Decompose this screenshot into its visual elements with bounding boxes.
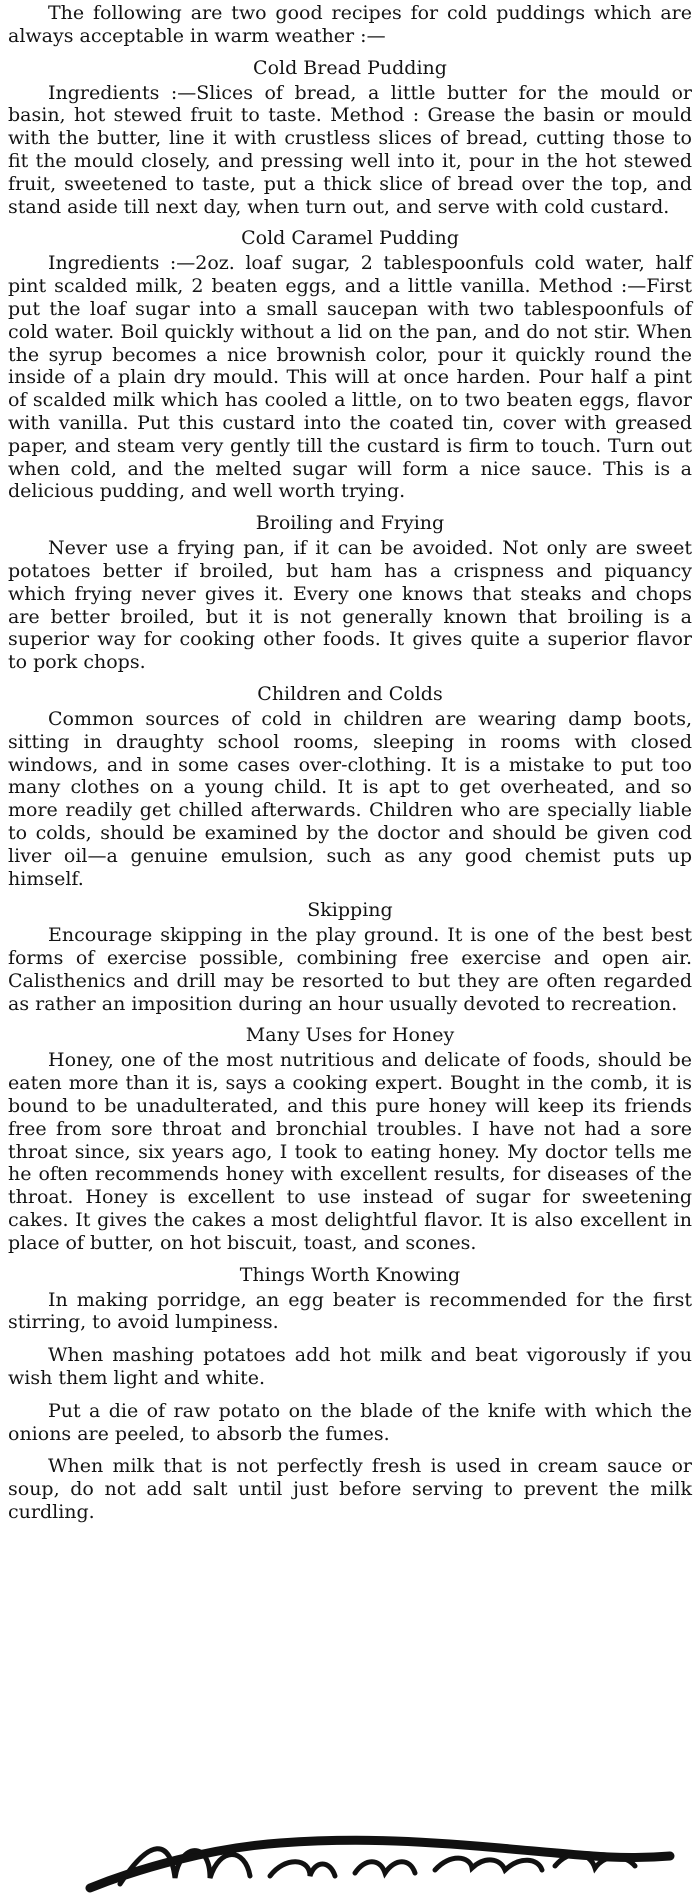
section-paragraph: Ingredients :—Slices of bread, a little butter for the mould or basin, hot stewed fruit to taste. Method : Grease the basin or mould with the butter, line it with crustless slices of bread, cutting those to fit the mould closely, and pressing well into it, pour in the hot stewed fruit, sweetened to taste, put a thick slice of bread over the top, and stand aside till next day, when turn out, and serve with cold custard. <box>8 81 692 218</box>
section-heading: Broiling and Frying <box>255 512 445 535</box>
signature <box>80 1818 680 1900</box>
section-heading: Many Uses for Honey <box>245 1024 455 1047</box>
signature-scrawl <box>80 1818 680 1900</box>
section-children-and-colds <box>8 682 692 890</box>
section-skipping <box>8 898 692 1015</box>
tip-paragraph: Put a die of raw potato on the blade of the knife with which the onions are peeled, to absorb the fumes. <box>8 1399 692 1445</box>
section-paragraph: Encourage skipping in the play ground. It is one of the best best forms of exercise possible, combining free exercise and open air. Calisthenics and drill may be resorted to but they are often regarded as rather an imposition during an hour usually devoted to recreation. <box>8 924 692 1015</box>
section-cold-caramel-pudding <box>8 226 692 503</box>
section-paragraph: Ingredients :—2oz. loaf sugar, 2 tablespoonfuls cold water, half pint scalded milk, 2 beaten eggs, and a little vanilla. Method :—First put the loaf sugar into a small saucepan with two tablespoonfuls of cold water. Boil quickly without a lid on the pan, and do not stir. When the syrup becomes a nice brownish color, pour it quickly round the inside of a plain dry mould. This will at once harden. Pour half a pint of scalded milk which has cooled a little, on to two beaten eggs, flavor with vanilla. Put this custard into the coated tin, cover with greased paper, and steam very gently till the custard is firm to touch. Turn out when cold, and the melted sugar will form a nice sauce. This is a delicious pudding, and well worth trying. <box>8 252 692 503</box>
section-heading: Skipping <box>307 899 393 922</box>
section-heading: Cold Bread Pudding <box>253 56 447 79</box>
section-paragraph: Honey, one of the most nutritious and delicate of foods, should be eaten more than it is, says a cooking expert. Bought in the comb, it is bound to be unadulterated, and this pure honey will keep its friends free from sore throat and bronchial troubles. I have not had a sore throat since, six years ago, I took to eating honey. My doctor tells me he often recommends honey with excellent results, for diseases of the throat. Honey is excellent to use instead of sugar for sweetening cakes. It gives the cakes a most delightful flavor. It is also excellent in place of butter, on hot biscuit, toast, and scones. <box>8 1049 692 1254</box>
tip-paragraph: When milk that is not perfectly fresh is used in cream sauce or soup, do not add salt until just before serving to prevent the milk curdling. <box>8 1455 692 1524</box>
tip-paragraph: In making porridge, an egg beater is recommended for the first stirring, to avoid lumpiness. <box>8 1288 692 1334</box>
section-broiling-and-frying <box>8 511 692 674</box>
intro-paragraph: The following are two good recipes for cold puddings which are always acceptable in warm weather :— <box>8 2 692 47</box>
tip-paragraph: When mashing potatoes add hot milk and beat vigorously if you wish them light and white. <box>8 1344 692 1390</box>
section-many-uses-for-honey <box>8 1023 692 1254</box>
section-heading: Things Worth Knowing <box>239 1263 461 1286</box>
section-paragraph: Common sources of cold in children are wearing damp boots, sitting in draughty school rooms, sleeping in rooms with closed windows, and in some cases over-clothing. It is a mistake to put too many clothes on a young child. It is apt to get overheated, and so more readily get chilled afterwards. Children who are specially liable to colds, should be examined by the doctor and should be given cod liver oil—a genuine emulsion, such as any good chemist puts up himself. <box>8 707 692 890</box>
section-heading: Children and Colds <box>257 682 443 705</box>
signature-text: Maureen <box>380 1866 385 1867</box>
section-heading: Cold Caramel Pudding <box>241 227 459 250</box>
section-things-worth-knowing <box>8 1263 692 1524</box>
section-paragraph: Never use a frying pan, if it can be avoided. Not only are sweet potatoes better if broiled, but ham has a crispness and piquancy which frying never gives it. Every one knows that steaks and chops are better broiled, but it is not generally known that broiling is a superior way for cooking other foods. It gives quite a superior flavor to pork chops. <box>8 537 692 674</box>
section-cold-bread-pudding <box>8 56 692 219</box>
